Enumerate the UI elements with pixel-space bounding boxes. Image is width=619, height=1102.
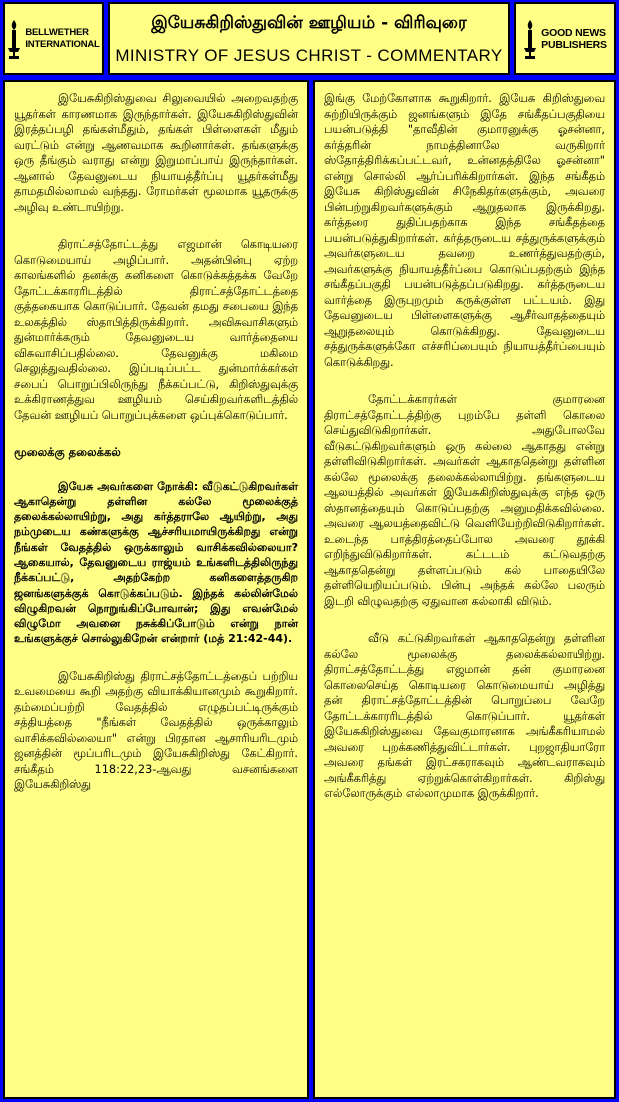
paragraph: இங்கு மேற்கோளாக கூறுகிறார். இயேசு கிறிஸ்துவை சுற்றியிருக்கும் ஜனங்களும் இதே சங்கீதப்பகுதியை பயன்படுத்தி "தாவீதின் குமாரனுக்கு ஓசன்னா, கர்த்தரின் நாமத்தினாலே வருகிறார் ஸ்தோத்திரிக்கப்பட்டவர், உன்னதத்திலே ஓசன்னா" என்று சொல்லி ஆர்ப்பரிக்கிறார்கள். இந்த சங்கீதம் இயேசு கிறிஸ்துவின் சிநேகிதர்களுக்கும், அவரை பின்பற்றுகிறவர்களுக்கும் ஆறுதலாக இருக்கிறது. கர்த்தரை துதிப்பதற்காக இந்த சங்கீதத்தை பயன்படுத்துகிறார்கள். கர்த்தருடைய சத்துருக்களுக்கும் அவர்களுடைய தவறை உணர்த்துவதற்கும், அவர்களுக்கு நியாயத்தீர்ப்பை கொடுப்பதற்கும் இந்த சங்கீதப்பகுதி பயன்படுத்தப்படுகிறது. கர்த்தருடைய வார்த்தை இருபுறமும் கருக்குள்ள பட்டயம். இது தேவனுடைய பிள்ளைகளுக்கு ஆசீர்வாதத்தையும் ஆறுதலையும் கொடுக்கிறது. தேவனுடைய சத்துருக்களுக்கோ எச்சரிப்பையும் நியாயத்தீர்ப்பையும் கொடுக்கிறது.: [324, 92, 605, 369]
paragraph: வீடு கட்டுகிறவர்கள் ஆகாததென்று தள்ளின கல்லே மூலைக்கு தலைக்கல்லாயிற்று. திராட்சத்தோட்டத்து எஜமான் தன் குமாரனை கொலைசெய்த கொடியரை கொடுமையாய் அழித்து தன் திராட்சத்தோட்டத்தின் பொறுப்பை வேறே தோட்டக்காரரிடத்தில் கொடுப்பார். யூதர்கள் இயேசுகிறிஸ்துவை தேவகுமாரனாக அங்கீகரியாமல் அவரை புறக்கணித்துவிட்டார்கள். புறஜாதியாரோ அவரை தங்கள் இரட்சகராகவும் ஆண்டவராகவும் அங்கீகரித்து ஏற்றுக்கொள்கிறார்கள். கிறிஸ்து எல்லோருக்கும் எல்லாமுமாக இருக்கிறார்.: [324, 632, 605, 800]
good-news-logo: [514, 2, 616, 75]
paragraph: இயேசுகிறிஸ்து திராட்சத்தோட்டத்தைப் பற்றிய உவமையை கூறி அதற்கு வியாக்கியானமும் கூறுகிறார். தம்மைப்பற்றி வேதத்தில் எழுதப்பட்டிருக்கும் சத்தியத்தை "நீங்கள் வேதத்தில் ஒருக்காலும் வாசிக்கவில்லையா" என்று பிரதான ஆசாரியரிடமும் ஜனத்தின் மூப்பரிடமும் இயேசுகிறிஸ்து கேட்கிறார். சங்கீதம் 118:22,23-ஆவது வசனங்களை இயேசுகிறிஸ்து: [14, 669, 298, 792]
left-column: [3, 80, 309, 1099]
scripture-quote: இயேசு அவர்களை நோக்கி: வீடுகட்டுகிறவர்கள் ஆகாதென்று தள்ளின கல்லே மூலைக்குத் தலைக்கல்லாயிற்று, அது கர்த்தராலே ஆயிற்று, அது நம்முடைய கண்களுக்கு ஆச்சரியமாயிருக்கிறது என்று நீங்கள் வேதத்தில் ஒருக்காலும் வாசிக்கவில்லையா? ஆகையால், தேவனுடைய ராஜ்யம் உங்களிடத்திலிருந்து நீக்கப்பட்டு, அதற்கேற்ற கனிகளைத்தருகிற ஜனங்களுக்குக் கொடுக்கப்படும். இந்தக் கல்லின்மேல் விழுகிறவன் நொறுங்கிப்போவான்; இது எவன்மேல் விழுமோ அவனை நசுக்கிப்போடும் என்று நான் உங்களுக்குச் சொல்லுகிறேன் என்றார் (மத் 21:42-44).: [14, 479, 298, 646]
bellwether-logo: [3, 2, 104, 75]
logo-left-line1: BELLWETHER: [25, 26, 89, 38]
logo-right-line1: GOOD NEWS: [541, 26, 606, 39]
page-title-tamil: இயேசுகிறிஸ்துவின் ஊழியம் - விரிவுரை: [151, 13, 467, 33]
logo-right-line2: PUBLISHERS: [541, 38, 607, 51]
right-column: [313, 80, 616, 1099]
candle-lamp-icon: [523, 18, 537, 60]
candle-lamp-icon: [7, 18, 21, 60]
section-heading: மூலைக்கு தலைக்கல்: [14, 445, 121, 459]
page-title-english: MINISTRY OF JESUS CHRIST - COMMENTARY: [115, 46, 503, 65]
page-title-box: [108, 2, 510, 75]
paragraph: இயேசுகிறிஸ்துவை சிலுவையில் அறைவதற்கு யூதர்கள் காரணமாக இருந்தார்கள். இயேசுகிறிஸ்துவின் இரத்தப்பழி தங்கள்மீதும், தங்கள் பிள்ளைகள் மீதும் வரட்டும் என்று ஆணவமாக கூறினார்கள். தங்களுக்கு ஒரு தீங்கும் வராது என்று இறுமாப்பாய் இருந்தார்கள். ஆனால் தேவனுடைய நியாயத்தீர்ப்பு யூதர்கள்மீது தாமதமில்லாமல் வந்தது. ரோமர்கள் மூலமாக யூதருக்கு அழிவு உண்டாயிற்று.: [14, 92, 298, 214]
logo-left-line2: INTERNATIONAL: [25, 38, 100, 50]
paragraph: திராட்சத்தோட்டத்து எஜமான் கொடியரை கொடுமையாய் அழிப்பார். அதன்பின்பு ஏற்ற காலங்களில் தனக்கு கனிகளை கொடுக்கத்தக்க வேறே தோட்டக்காரரிடத்தில் திராட்சத்தோட்டத்தை குத்தகையாக கொடுப்பார். தேவன் தமது சபையை இந்த உலகத்தில் ஸ்தாபித்திருக்கிறார். அவிசுவாசிகளும் துன்மார்க்கரும் தேவனுடைய வார்த்தையை விசுவாசிப்பதில்லை. தேவனுக்கு மகிமை செலுத்துவதில்லை. இப்படிப்பட்ட துன்மார்க்கர்கள் சபைப் பொறுப்பிலிருந்து நீக்கப்பட்டு, கிறிஸ்துவுக்கு உக்கிராணத்துவ ஊழியம் செய்கிறவர்களிடத்தில் தேவன் ஊழியப் பொறுப்புக்களை ஒப்புக்கொடுப்பார்.: [14, 238, 298, 422]
paragraph: தோட்டக்காரர்கள் குமாரனை திராட்சத்தோட்டத்திற்கு புறம்பே தள்ளி கொலை செய்துவிடுகிறார்கள். அதுபோலவே வீடுகட்டுகிறவர்களும் ஒரு கல்லை ஆகாதது என்று தள்ளிவிடுகிறார்கள். அவர்கள் ஆகாததென்று தள்ளின கல்லே மூலைக்கு தலைக்கல்லாயிற்று. தங்களுடைய ஆலயத்தில் அவர்கள் இயேசுகிறிஸ்துவுக்கு எந்த ஒரு ஸ்தானத்தையும் கொடுப்பதற்கு அனுமதிக்கவில்லை. அவரை ஆலயத்தைவிட்டு வெளியேற்றிவிடுகிறார்கள். உடைந்த பாத்திரத்தைப்போல அவரை தூக்கி எறிந்துவிடுகிறார்கள். கட்டடம் கட்டுவதற்கு ஆகாததென்று தள்ளப்படும் கல் பாதையிலே தள்ளியெறியப்படும். பின்பு அந்தக் கல்லே பலரும் இடறி விழுவதற்கு ஏதுவான கல்லாகி விடும்.: [324, 393, 605, 608]
